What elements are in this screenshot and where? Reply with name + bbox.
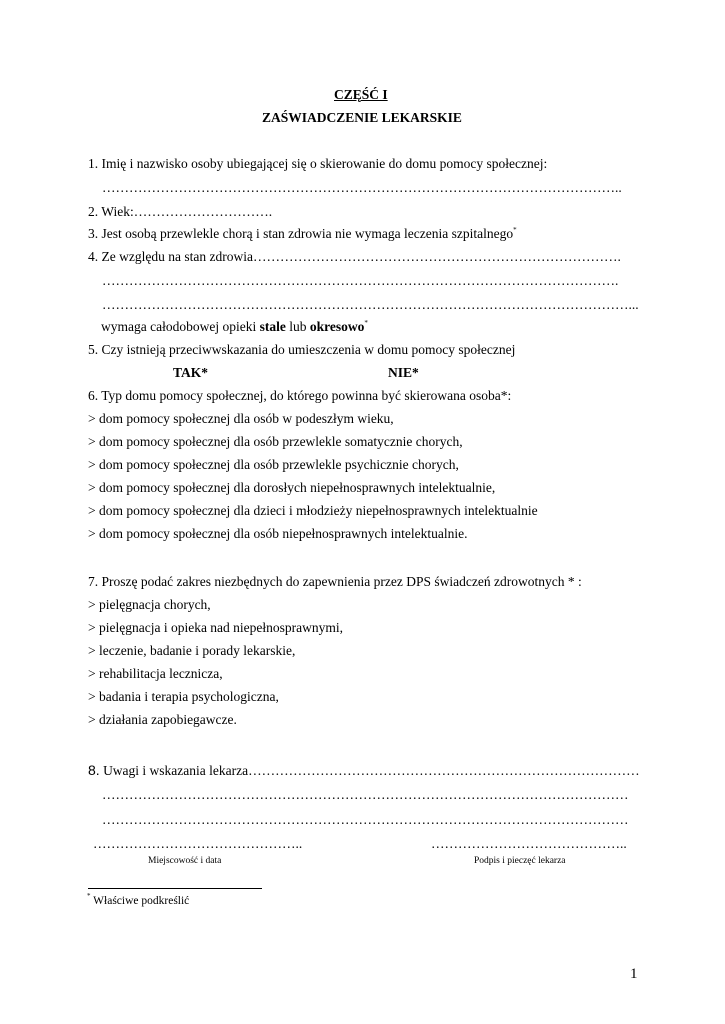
q4-care-line <box>101 320 368 334</box>
q1-label: 1. Imię i nazwisko osoby ubiegającej się o skierowanie do domu pomocy społecznej: <box>88 156 548 171</box>
q8-number: 8. <box>88 762 100 778</box>
signature-line: …………………………………….. <box>431 836 627 851</box>
q7-option: > działania zapobiegawcze. <box>88 712 237 727</box>
q4-care-always: stale <box>259 319 286 334</box>
place-date-label: Miejscowość i data <box>148 856 222 866</box>
q1-blank: …………………………………………………………………………………………………….. <box>102 180 622 195</box>
document-title: ZAŚWIADCZENIE LEKARSKIE <box>262 110 462 125</box>
footnote-rule <box>88 888 262 889</box>
q4-blank-2: ………………………………………………………………………………………………………... <box>102 297 639 312</box>
q4-blank-1: ……………………………………………………………………………………………………. <box>102 273 619 288</box>
q6-option: > dom pomocy społecznej dla osób przewlekle psychicznie chorych, <box>88 457 459 472</box>
footnote-text: Właściwe podkreślić <box>90 895 190 907</box>
q3-mark: * <box>513 226 517 234</box>
page-number: 1 <box>630 966 638 982</box>
q6-option: > dom pomocy społecznej dla osób w podeszłym wieku, <box>88 411 394 426</box>
q8-blank-2: ……………………………………………………………………………………………………… <box>102 812 629 827</box>
footnote-mark: * <box>87 892 91 900</box>
q2-label: 2. Wiek:…………………………. <box>88 204 273 219</box>
q6-option: > dom pomocy społecznej dla osób przewlekle somatycznie chorych, <box>88 434 463 449</box>
q7-label: 7. Proszę podać zakres niezbędnych do zapewnienia przez DPS świadczeń zdrowotnych * : <box>88 574 582 589</box>
part-heading: CZĘŚĆ I <box>334 87 388 102</box>
q8-blank-1: ……………………………………………………………………………………………………… <box>102 787 629 802</box>
q7-option: > leczenie, badanie i porady lekarskie, <box>88 643 296 658</box>
q4-care-or: lub <box>285 319 310 334</box>
q3-label: 3. Jest osobą przewlekle chorą i stan zdrowia nie wymaga leczenia szpitalnego <box>88 226 514 241</box>
q7-option: > badania i terapia psychologiczna, <box>88 689 279 704</box>
place-date-line: ……………………………………….. <box>93 836 303 851</box>
q4-label: 4. Ze względu na stan zdrowia………………………………………………………………………. <box>88 249 621 264</box>
q6-option: > dom pomocy społecznej dla dzieci i młodzieży niepełnosprawnych intelektualnie <box>88 503 538 518</box>
q6-option: > dom pomocy społecznej dla dorosłych niepełnosprawnych intelektualnie, <box>88 480 496 495</box>
signature-label: Podpis i pieczęć lekarza <box>474 856 566 866</box>
q8-label: Uwagi i wskazania lekarza…………………………………………………………………………… <box>99 763 640 778</box>
q4-care-periodic: okresowo <box>309 319 365 334</box>
q3-line <box>88 227 517 241</box>
q5-no: NIE* <box>388 365 419 380</box>
q5-label: 5. Czy istnieją przeciwwskazania do umieszczenia w domu pomocy społecznej <box>88 342 516 357</box>
q6-label: 6. Typ domu pomocy społecznej, do którego powinna być skierowana osoba*: <box>88 388 512 403</box>
footnote <box>87 892 190 908</box>
q7-option: > rehabilitacja lecznicza, <box>88 666 223 681</box>
q6-option: > dom pomocy społecznej dla osób niepełnosprawnych intelektualnie. <box>88 526 468 541</box>
q4-mark: * <box>364 319 368 327</box>
q7-option: > pielęgnacja i opieka nad niepełnosprawnymi, <box>88 620 344 635</box>
q4-care-prefix: wymaga całodobowej opieki <box>101 319 260 334</box>
q5-yes: TAK* <box>173 365 209 380</box>
q8-line <box>88 763 640 778</box>
q7-option: > pielęgnacja chorych, <box>88 597 211 612</box>
